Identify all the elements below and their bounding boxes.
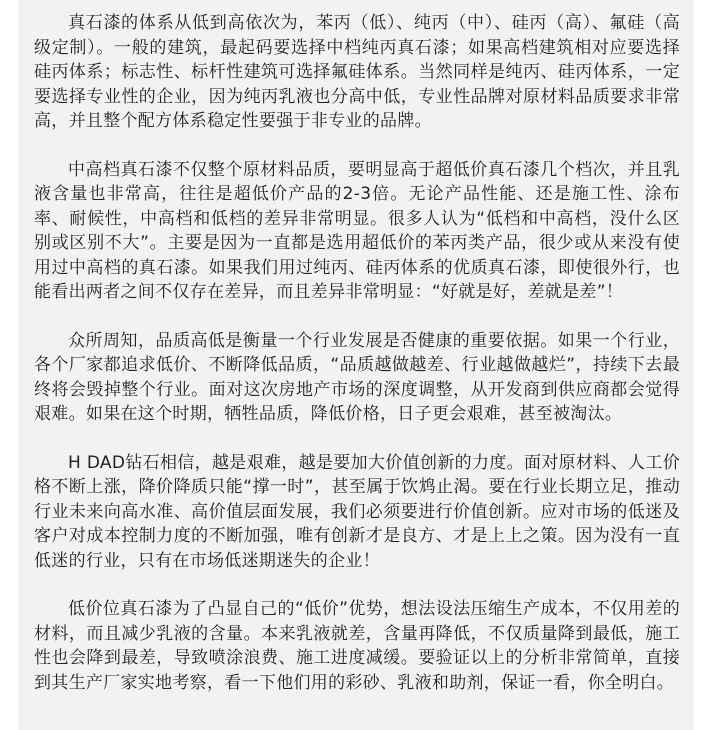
paragraph-low-price-risks: 低价位真石漆为了凸显自己的“低价”优势，想法设法压缩生产成本，不仅用差的材料，而且减少乳液的含量。本来乳液就差，含量再降低，不仅质量降到最低，施工性也会降到最差，导致喷涂浪费、施工进度减缓。要验证以上的分析非常简单，直接到其生产厂家实地考察，看一下他们用的彩砂、乳液和助剂，保证一看，你全明白。 — [34, 599, 680, 693]
paragraph-mid-high-quality: 中高档真石漆不仅整个原材料品质，要明显高于超低价真石漆几个档次，并且乳液含量也非常高，往往是超低价产品的2-3倍。无论产品性能、还是施工性、涂布率、耐候性，中高档和低档的差异非常明显。很多人认为“低档和中高档，没什么区别或区别不大”。主要是因为一直都是选用超低价的苯丙类产品，很少或从来没有使用过中高档的真石漆。如果我们用过纯丙、硅丙体系的优质真石漆，即使很外行，也能看出两者之间不仅存在差异，而且差异非常明显：“好就是好，差就是差”！ — [34, 159, 680, 302]
paragraph-industry-health: 众所周知，品质高低是衡量一个行业发展是否健康的重要依据。如果一个行业，各个厂家都追求低价、不断降低品质，“品质越做越差、行业越做越烂”，持续下去最终将会毁掉整个行业。面对这次房地产市场的深度调整，从开发商到供应商都会觉得艰难。如果在这个时期，牺牲品质，降低价格，日子更会艰难，甚至被淘汰。 — [34, 330, 680, 424]
paragraph-value-innovation: H DAD钻石相信，越是艰难，越是要加大价值创新的力度。面对原材料、人工价格不断上涨，降价降质只能“撑一时”，甚至属于饮鸩止渴。要在行业长期立足，推动行业未来向高水准、高价值层面发展，我们必须要进行价值创新。应对市场的低迷及客户对成本控制力度的不断加强，唯有创新才是良方、才是上上之策。因为没有一直低迷的行业，只有在市场低迷期迷失的企业！ — [34, 452, 680, 571]
article-body — [18, 0, 694, 730]
paragraph-stone-paint-grades: 真石漆的体系从低到高依次为，苯丙（低）、纯丙（中）、硅丙（高）、氟硅（高级定制）。一般的建筑，最起码要选择中档纯丙真石漆；如果高档建筑相对应要选择硅丙体系；标志性、标杆性建筑可选择氟硅体系。当然同样是纯丙、硅丙体系，一定要选择专业性的企业，因为纯丙乳液也分高中低，专业性品牌对原材料品质要求非常高，并且整个配方体系稳定性要强于非专业的品牌。 — [34, 13, 680, 131]
